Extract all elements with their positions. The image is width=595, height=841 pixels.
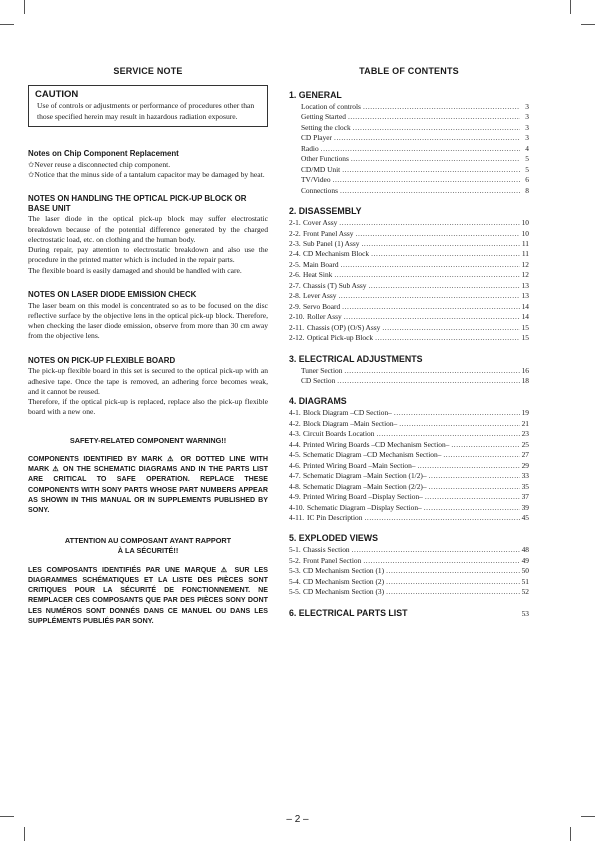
caution-text: Use of controls or adjustments or performance of procedures other than those specified herein may result in hazardous radiation exposure. [37,101,255,121]
toc-leader-dots [417,461,520,471]
toc-leader-dots [356,229,520,239]
toc-section-disassembly [289,206,529,343]
optical-notes-paragraph: The laser diode in the optical pick-up block may suffer electrostatic breakdown because of the potential difference generated by the charged electrostatic load, etc. on clothing and the human body. [28,214,268,244]
toc-entry-label: Cover Assy [303,218,338,228]
toc-entry-number: 2-2. [289,228,301,238]
toc-entry[interactable] [289,440,529,450]
toc-entry-label: Optical Pick-up Block [307,333,374,343]
toc-entry-number: 5-2. [289,555,301,565]
toc-entry-label: Printed Wiring Board –Display Section– [303,492,423,502]
toc-section-electrical [289,354,529,387]
toc-entry-label: Radio [301,143,319,153]
toc-entry-label: Chassis Section [303,545,350,555]
toc-entry-label: Printed Wiring Board –Main Section– [303,460,416,470]
toc-entry[interactable] [289,102,529,112]
toc-entry-page: 48 [521,545,529,555]
toc-section-diagrams [289,396,529,523]
toc-leader-dots [363,556,520,566]
crop-mark [24,0,25,14]
toc-entry-page: 3 [525,112,529,122]
chip-notes-heading: Notes on Chip Component Replacement [28,149,179,159]
toc-entry-label: 6. ELECTRICAL PARTS LIST [289,607,408,618]
toc-entry-page: 21 [521,418,529,428]
toc-leader-dots [363,102,520,112]
toc-entry[interactable] [289,249,529,259]
toc-section-heading: 5. EXPLODED VIEWS [289,533,378,544]
toc-entry-label: Printed Wiring Boards –CD Mechanism Section– [303,439,450,449]
toc-entry-label: TV/Video [301,175,331,185]
toc-entry-number: 2-11. [289,322,305,332]
toc-entry-label: Schematic Diagram –Display Section– [307,502,422,512]
toc-entry-label: CD Mechanism Section (1) [303,566,385,576]
toc-leader-dots [364,513,520,523]
toc-entry-label: Front Panel Assy [303,228,354,238]
toc-entry-number: 5-1. [289,545,301,555]
toc-entry[interactable] [289,144,529,154]
toc-entry-label: Schematic Diagram –Main Section (2/2)– [303,481,427,491]
flex-notes [28,356,268,418]
toc-entry-page: 18 [521,375,529,385]
toc-entry-number: 4-4. [289,439,301,449]
toc-entry-number: 5-3. [289,566,301,576]
toc-entry-label: Tuner Section [301,365,343,375]
toc-leader-dots [361,239,520,249]
toc-entry-page: 51 [521,576,529,586]
toc-leader-dots [341,260,520,270]
toc-entry-page: 3 [525,133,529,143]
toc-entry-label: Circuit Boards Location [303,429,375,439]
laser-notes-heading: NOTES ON LASER DIODE EMISSION CHECK [28,290,197,300]
toc-entry[interactable] [289,312,529,322]
toc-entry-label: CD Mechanism Block [303,249,370,259]
toc-entry-page: 13 [521,280,529,290]
toc-leader-dots [321,144,520,154]
toc-entry[interactable] [289,366,529,376]
flex-notes-paragraph: Therefore, if the optical pick-up is replaced, replace also the pick-up flexible board with a new one. [28,397,268,417]
toc-entry-page: 12 [521,259,529,269]
toc-entry-label: Servo Board [303,301,341,311]
toc-entry-page: 33 [521,471,529,481]
toc-entry-page: 3 [525,102,529,111]
toc-entry-label: Roller Assy [307,312,342,322]
toc-section-general [289,90,529,196]
toc-entry-page: 3 [525,122,529,132]
toc-entry[interactable] [289,123,529,133]
toc-entry-number: 2-7. [289,280,301,290]
toc-entry-label: Block Diagram –Main Section– [303,418,398,428]
crop-mark [24,827,25,841]
toc-entry[interactable] [289,513,529,523]
toc-leader-dots [333,175,520,185]
toc-leader-dots [443,450,520,460]
toc-entry[interactable] [289,260,529,270]
toc-leader-dots [337,376,520,386]
toc-entry[interactable] [289,270,529,280]
toc-entry-label: Chassis (T) Sub Assy [303,280,367,290]
toc-entry-label: Connections [301,185,338,195]
toc-entry-label: IC Pin Description [307,512,363,522]
toc-entry-number: 2-8. [289,291,301,301]
toc-entry-label: Getting Started [301,112,346,122]
toc-entry-page: 12 [521,270,529,280]
toc-entry-page: 4 [525,143,529,153]
toc-leader-dots [386,587,520,597]
toc-leader-dots [376,429,520,439]
toc-entry-page: 27 [521,450,529,460]
toc-entry-number: 5-5. [289,587,301,597]
toc-entry[interactable] [289,218,529,228]
optical-notes-heading: NOTES ON HANDLING THE OPTICAL PICK-UP BLOCK OR BASE UNIT [28,194,247,213]
toc-entry-page: 53 [521,608,529,618]
toc-entry[interactable] [289,291,529,301]
toc-entry-page: 39 [521,502,529,512]
toc-entry[interactable] [289,545,529,555]
chip-notes [28,149,268,180]
toc-leader-dots [338,291,520,301]
toc-entry[interactable] [289,239,529,249]
toc-entry[interactable] [289,323,529,333]
toc-entry-page: 35 [521,481,529,491]
toc-entry-page: 11 [521,249,529,259]
toc-entry-label: Heat Sink [303,270,333,280]
toc-leader-dots [429,482,520,492]
toc-entry[interactable] [289,556,529,566]
toc-leader-dots [371,249,520,259]
toc-entry-page: 5 [525,164,529,174]
toc-entry-page: 37 [521,492,529,502]
toc-entry-number: 4-5. [289,450,301,460]
toc-leader-dots [382,323,520,333]
toc-entry[interactable] [289,482,529,492]
toc-entry-label: Location of controls [301,102,361,111]
toc-entry-page: 14 [521,312,529,322]
toc-section-heading: 4. DIAGRAMS [289,396,347,407]
optical-notes [28,194,268,276]
toc-entry[interactable] [289,577,529,587]
toc-entry[interactable] [289,419,529,429]
toc-leader-dots [394,408,520,418]
toc-entry-number: 4-8. [289,481,301,491]
toc-entry-number: 4-10. [289,502,305,512]
safety-warning [28,436,268,516]
attention-title-line: ATTENTION AU COMPOSANT AYANT RAPPORT [64,535,232,545]
toc-leader-dots [351,154,520,164]
toc-leader-dots [342,302,520,312]
safety-warning-text: COMPONENTS IDENTIFIED BY MARK ⚠ OR DOTTED LINE WITH MARK ⚠ ON THE SCHEMATIC DIAGRAMS AND IN THE PARTS LIST ARE CRITICAL TO SAFE OPERATION. REPLACE THESE COMPONENTS WITH SONY PARTS WHOSE PART NUMBERS APPEAR AS SHOWN IN THIS MANUAL OR IN SUPPLEMENTS PUBLISHED BY SONY. [28,454,268,515]
toc-entry-label: Sub Panel (1) Assy [303,238,360,248]
toc-leader-dots [399,419,520,429]
page-number: – 2 – [286,814,309,825]
toc-entry-number: 4-6. [289,460,301,470]
toc-entry-page: 16 [521,365,529,375]
optical-notes-paragraph: The flexible board is easily damaged and should be handled with care. [28,265,242,275]
service-note-title: SERVICE NOTE [113,66,183,76]
toc-entry-page: 25 [521,439,529,449]
toc-entry-number: 4-2. [289,418,301,428]
chip-note-item: ✩Notice that the minus side of a tantalum capacitor may be damaged by heat. [28,169,265,179]
toc-entry-page: 10 [521,218,529,228]
laser-notes-paragraph: The laser beam on this model is concentrated so as to be focused on the disc reflective surface by the objective lens in the optical pick-up block. Therefore, when checking the laser diode emission, observe from more than 30 cm away from the objective lens. [28,300,268,341]
toc-entry-number: 2-4. [289,249,301,259]
toc-entry[interactable] [289,408,529,418]
crop-mark [570,0,571,14]
toc-entry-label: Setting the clock [301,122,351,132]
toc-entry-label: CD Mechanism Section (2) [303,576,385,586]
toc-leader-dots [368,281,520,291]
toc-entry-label: CD/MD Unit [301,164,341,174]
toc-entry[interactable] [289,450,529,460]
toc-entry[interactable] [289,186,529,196]
toc-entry-number: 2-9. [289,301,301,311]
toc-entry-page: 23 [521,429,529,439]
toc-entry-page: 49 [521,555,529,565]
toc-entry[interactable] [289,333,529,343]
toc-leader-dots [339,218,520,228]
caution-title: CAUTION [35,89,79,100]
toc-entry-page: 45 [521,512,529,522]
toc-entry-page: 5 [525,154,529,164]
service-note-column [28,66,268,640]
toc-entry[interactable] [289,281,529,291]
flex-notes-paragraph: The pick-up flexible board in this set is secured to the optical pick-up with an adhesive tape. Once the tape is removed, an adhering force becomes weak, and it cannot be reused. [28,366,268,396]
toc-entry-page: 15 [521,322,529,332]
toc-entry-label: Schematic Diagram –Main Section (1/2)– [303,471,427,481]
toc-entry-page: 13 [521,291,529,301]
toc-entry-number: 2-5. [289,259,301,269]
toc-entry-number: 4-3. [289,429,301,439]
toc-leader-dots [353,123,520,133]
caution-box [28,85,268,127]
crop-mark [581,24,595,25]
toc-entry-page: 19 [521,408,529,418]
toc-leader-dots [334,270,520,280]
toc-entry-number: 2-12. [289,333,305,343]
toc-entry[interactable] [289,429,529,439]
toc-entry-label: Chassis (OP) (O/S) Assy [307,322,381,332]
toc-entry-number: 4-7. [289,471,301,481]
toc-leader-dots [425,492,520,502]
toc-section-heading: 1. GENERAL [289,90,342,100]
toc-entry[interactable] [289,503,529,513]
toc-leader-dots [429,471,520,481]
attention-text: LES COMPOSANTS IDENTIFIÉS PAR UNE MARQUE ⚠ SUR LES DIAGRAMMES SCHÉMATIQUES ET LA LISTE DES PIÈCES SONT CRITIQUES POUR LA SÉCURITÉ DE FONCTIONNEMENT. NE REMPLACER CES COMPOSANTS QUE PAR DES PIÈCES SONY DONT LES NUMÉROS SONT DONNÉS DANS CE MANUEL OU DANS LES SUPPLÉMENTS PUBLIÉS PAR SONY. [28,565,268,625]
safety-warning-title: SAFETY-RELATED COMPONENT WARNING!! [69,435,227,445]
toc-section-exploded [289,533,529,597]
toc-leader-dots [352,545,520,555]
toc-entry-page: 11 [521,238,529,248]
toc-entry-label: Main Board [303,259,339,269]
toc-entry[interactable] [289,471,529,481]
toc-entry-label: Schematic Diagram –CD Mechanism Section– [303,450,442,460]
toc-entry[interactable] [289,112,529,122]
toc-entry[interactable] [289,587,529,597]
toc-entry-page: 15 [521,333,529,343]
toc-entry-page: 29 [521,460,529,470]
toc-entry-label: CD Mechanism Section (3) [303,587,385,597]
toc-entry-page: 10 [521,228,529,238]
toc-entry[interactable] [289,229,529,239]
toc-leader-dots [386,566,520,576]
toc-entry-page: 50 [521,566,529,576]
toc-entry-number: 2-6. [289,270,301,280]
toc-entry[interactable] [289,133,529,143]
optical-notes-paragraph: During repair, pay attention to electrostatic breakdown and also use the procedure in the printed matter which is included in the repair parts. [28,245,268,265]
toc-entry-page: 52 [521,587,529,597]
toc-leader-dots [344,366,520,376]
toc-leader-dots [424,503,520,513]
toc-section-heading: 3. ELECTRICAL ADJUSTMENTS [289,353,423,364]
toc-leader-dots [386,577,520,587]
toc-entry-label: Lever Assy [303,291,337,301]
toc-entry-label: Other Functions [301,154,349,164]
chip-note-item: ✩Never reuse a disconnected chip component. [28,159,171,169]
toc-leader-dots [334,133,520,143]
toc-entry-parts-list[interactable] [289,608,529,618]
attention-title [28,536,268,556]
toc-entry[interactable] [289,154,529,164]
toc-entry-page: 6 [525,175,529,185]
table-of-contents [289,66,529,618]
toc-entry-number: 5-4. [289,576,301,586]
crop-mark [0,24,14,25]
toc-entry-number: 2-10. [289,312,305,322]
toc-leader-dots [342,165,520,175]
toc-entry[interactable] [289,376,529,386]
flex-notes-heading: NOTES ON PICK-UP FLEXIBLE BOARD [28,355,176,365]
toc-entry-label: CD Player [301,133,332,143]
attention-warning [28,536,268,627]
toc-entry[interactable] [289,175,529,185]
toc-entry-number: 4-9. [289,492,301,502]
toc-title: TABLE OF CONTENTS [359,66,459,76]
toc-entry[interactable] [289,566,529,576]
toc-section-heading: 2. DISASSEMBLY [289,206,362,217]
toc-entry[interactable] [289,461,529,471]
toc-entry-number: 4-1. [289,408,301,418]
laser-notes [28,290,268,342]
toc-leader-dots [348,112,520,122]
toc-entry-number: 2-3. [289,238,301,248]
crop-mark [570,827,571,841]
toc-entry-label: CD Section [301,375,336,385]
toc-entry-number: 4-11. [289,512,305,522]
attention-title-line: À LA SÉCURITÉ!! [117,545,179,555]
toc-entry[interactable] [289,492,529,502]
toc-leader-dots [344,312,520,322]
toc-leader-dots [340,186,520,196]
toc-entry-page: 8 [525,185,529,195]
toc-leader-dots [451,440,520,450]
toc-entry-label: Block Diagram –CD Section– [303,408,392,418]
toc-entry-number: 2-1. [289,218,301,228]
toc-entry[interactable] [289,302,529,312]
toc-entry-page: 14 [521,301,529,311]
toc-entry[interactable] [289,165,529,175]
toc-entry-label: Front Panel Section [303,555,362,565]
toc-leader-dots [375,333,520,343]
